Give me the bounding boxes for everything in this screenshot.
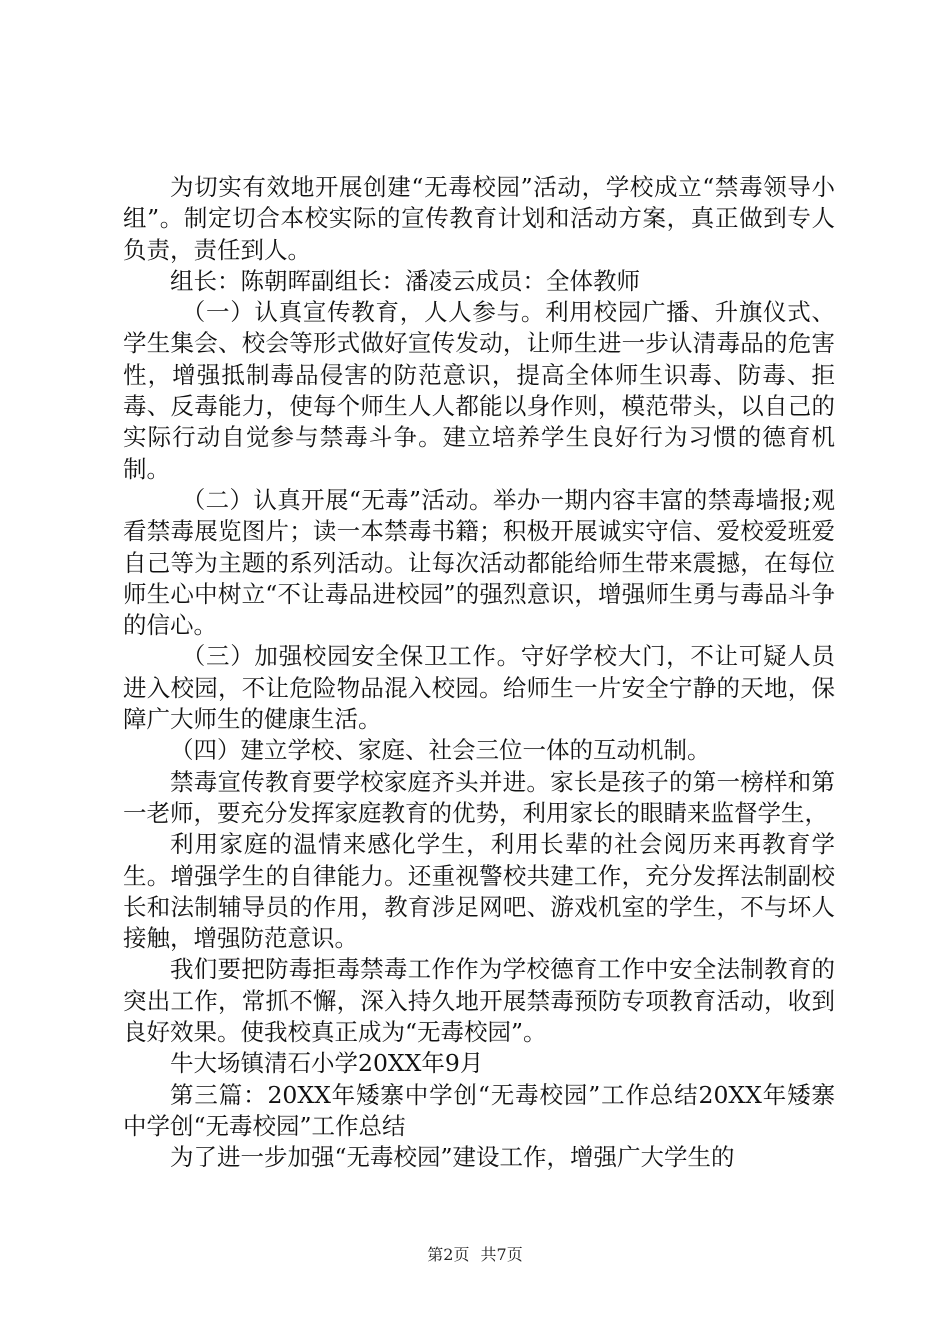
paragraph-section-2: （二）认真开展“无毒”活动。举办一期内容丰富的禁毒墙报;观看禁毒展览图片；读一本禁毒书籍；积极开展诚实守信、爱校爱班爱自己等为主题的系列活动。让每次活动都能给师生带来震撼，在每位师生心中树立“不让毒品进校园”的强烈意识，增强师生勇与毒品斗争的信心。 (123, 485, 835, 640)
page-number: 第2页 (427, 1245, 470, 1264)
document-body (123, 172, 835, 1174)
paragraph-family-education: 禁毒宣传教育要学校家庭齐头并进。家长是孩子的第一榜样和第一老师，要充分发挥家庭教育的优势，利用家长的眼睛来监督学生， (123, 767, 835, 827)
paragraph-section-4: （四）建立学校、家庭、社会三位一体的互动机制。 (170, 736, 711, 765)
paragraph-part-three-title: 第三篇：20XX年矮寨中学创“无毒校园”工作总结20XX年矮寨中学创“无毒校园”工作总结 (123, 1080, 835, 1140)
paragraph-intro: 为切实有效地开展创建“无毒校园”活动，学校成立“禁毒领导小组”。制定切合本校实际的宣传教育计划和活动方案，真正做到专人负责，责任到人。 (123, 173, 835, 264)
paragraph-leadership: 组长：陈朝晖副组长：潘凌云成员：全体教师 (170, 266, 640, 295)
paragraph-conclusion: 我们要把防毒拒毒禁毒工作作为学校德育工作中安全法制教育的突出工作，常抓不懈，深入持久地开展禁毒预防专项教育活动，收到良好效果。使我校真正成为“无毒校园”。 (123, 955, 835, 1047)
paragraph-section-3: （三）加强校园安全保卫工作。守好学校大门，不让可疑人员进入校园，不让危险物品混入校园。给师生一片安全宁静的天地，保障广大师生的健康生活。 (123, 642, 835, 734)
paragraph-signature: 牛大场镇清石小学20XX年9月 (170, 1049, 484, 1078)
paragraph-family-warmth: 利用家庭的温情来感化学生，利用长辈的社会阅历来再教育学生。增强学生的自律能力。还重视警校共建工作，充分发挥法制副校长和法制辅导员的作用，教育涉足网吧、游戏机室的学生，不与坏人接触，增强防范意识。 (123, 830, 835, 953)
page-footer (0, 1245, 950, 1265)
page-total: 共7页 (480, 1245, 523, 1264)
paragraph-part-three-start: 为了进一步加强“无毒校园”建设工作，增强广大学生的 (170, 1143, 735, 1172)
paragraph-section-1: （一）认真宣传教育，人人参与。利用校园广播、升旗仪式、学生集会、校会等形式做好宣传发动，让师生进一步认清毒品的危害性，增强抵制毒品侵害的防范意识，提高全体师生识毒、防毒、拒毒、反毒能力，使每个师生人人都能以身作则，模范带头，以自己的实际行动自觉参与禁毒斗争。建立培养学生良好行为习惯的德育机制。 (123, 298, 835, 483)
